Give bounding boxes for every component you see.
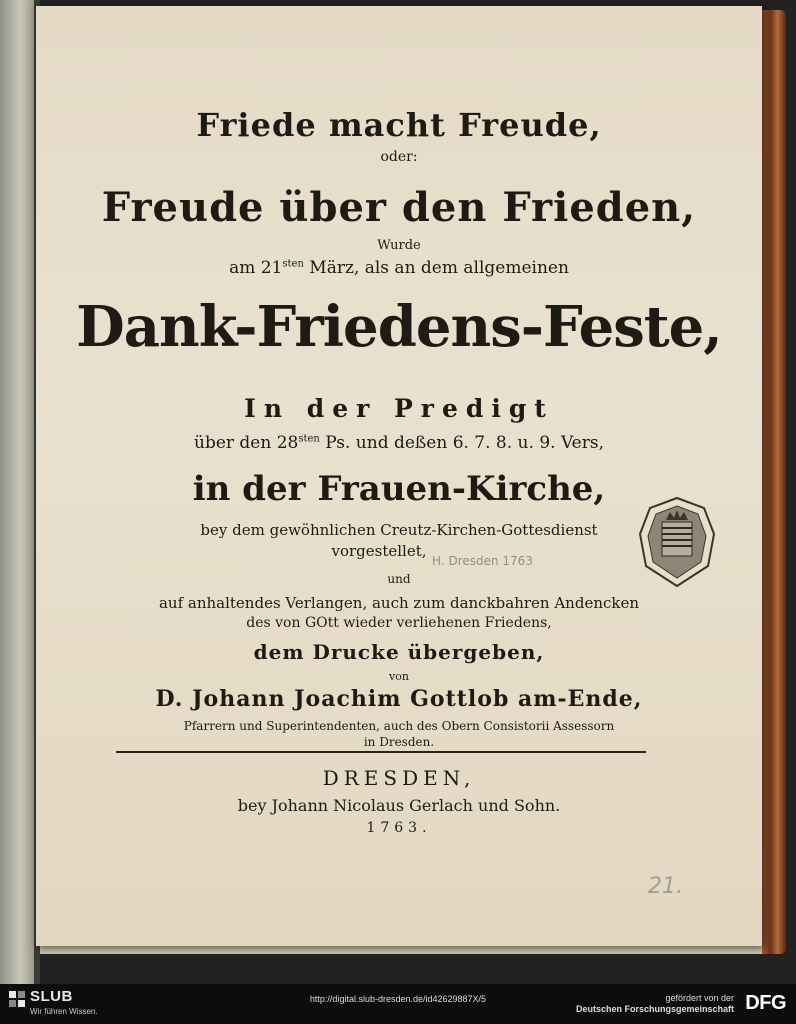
title-line-15: dem Drucke übergeben, [253,640,545,664]
title-line-6: Dank-Friedens-Feste, [76,294,722,360]
title-line-2: oder: [380,149,418,165]
dfg-logo: DFG [745,992,786,1014]
title-line-14: des von GOtt wieder verliehenen Friedens, [246,615,552,631]
title-line-9: in der Frauen-Kirche, [192,469,606,509]
title-line-8-pre: über den 28 [194,433,299,453]
shelfmark-number: 21. [648,874,683,899]
title-line-12: und [387,572,411,586]
title-line-10: bey dem gewöhnlichen Creutz-Kirchen-Gottesdienst [200,521,598,539]
slub-logo-text: SLUB [30,988,73,1005]
title-page [36,6,762,946]
title-line-5-post: März, als an dem allgemeinen [303,258,569,278]
author-location: in Dresden. [363,735,435,749]
title-line-11: vorgestellet, [331,542,427,560]
title-line-7: In der Predigt [244,394,554,423]
funder-credit [576,993,734,1015]
imprint-year: 1763. [366,820,432,836]
title-line-4: Wurde [377,238,421,253]
title-line-16: von [389,670,409,683]
funder-line-1: gefördert von der [665,993,734,1003]
title-line-13: auf anhaltendes Verlangen, auch zum danckbahren Andencken [158,594,640,612]
left-page-edge [0,0,34,984]
imprint-printer: bey Johann Nicolaus Gerlach und Sohn. [237,796,561,815]
author-title: Pfarrern und Superintendenten, auch des Obern Consistorii Assessorn [183,719,615,733]
title-line-8-sup: sten [298,433,320,445]
imprint-city: DRESDEN, [322,766,476,790]
handwritten-note: H. Dresden 1763 [432,554,533,568]
imprint-divider [116,751,646,753]
title-line-8 [36,433,762,453]
slub-tagline: Wir führen Wissen. [30,1007,98,1016]
author-name: D. Johann Joachim Gottlob am-Ende, [155,686,643,712]
title-line-5-pre: am 21 [229,258,283,278]
funder-line-2: Deutschen Forschungsgemeinschaft [575,1004,734,1014]
title-line-5-sup: sten [282,258,304,270]
title-line-3: Freude über den Frieden, [101,184,697,231]
library-stamp-icon [634,494,720,590]
permalink-url[interactable]: http://digital.slub-dresden.de/id42629887X/5 [309,994,487,1004]
viewer-footer [0,984,796,1024]
title-line-1: Friede macht Freude, [196,106,602,144]
title-line-8-post: Ps. und deßen 6. 7. 8. u. 9. Vers, [319,433,604,453]
title-line-5 [36,258,762,278]
